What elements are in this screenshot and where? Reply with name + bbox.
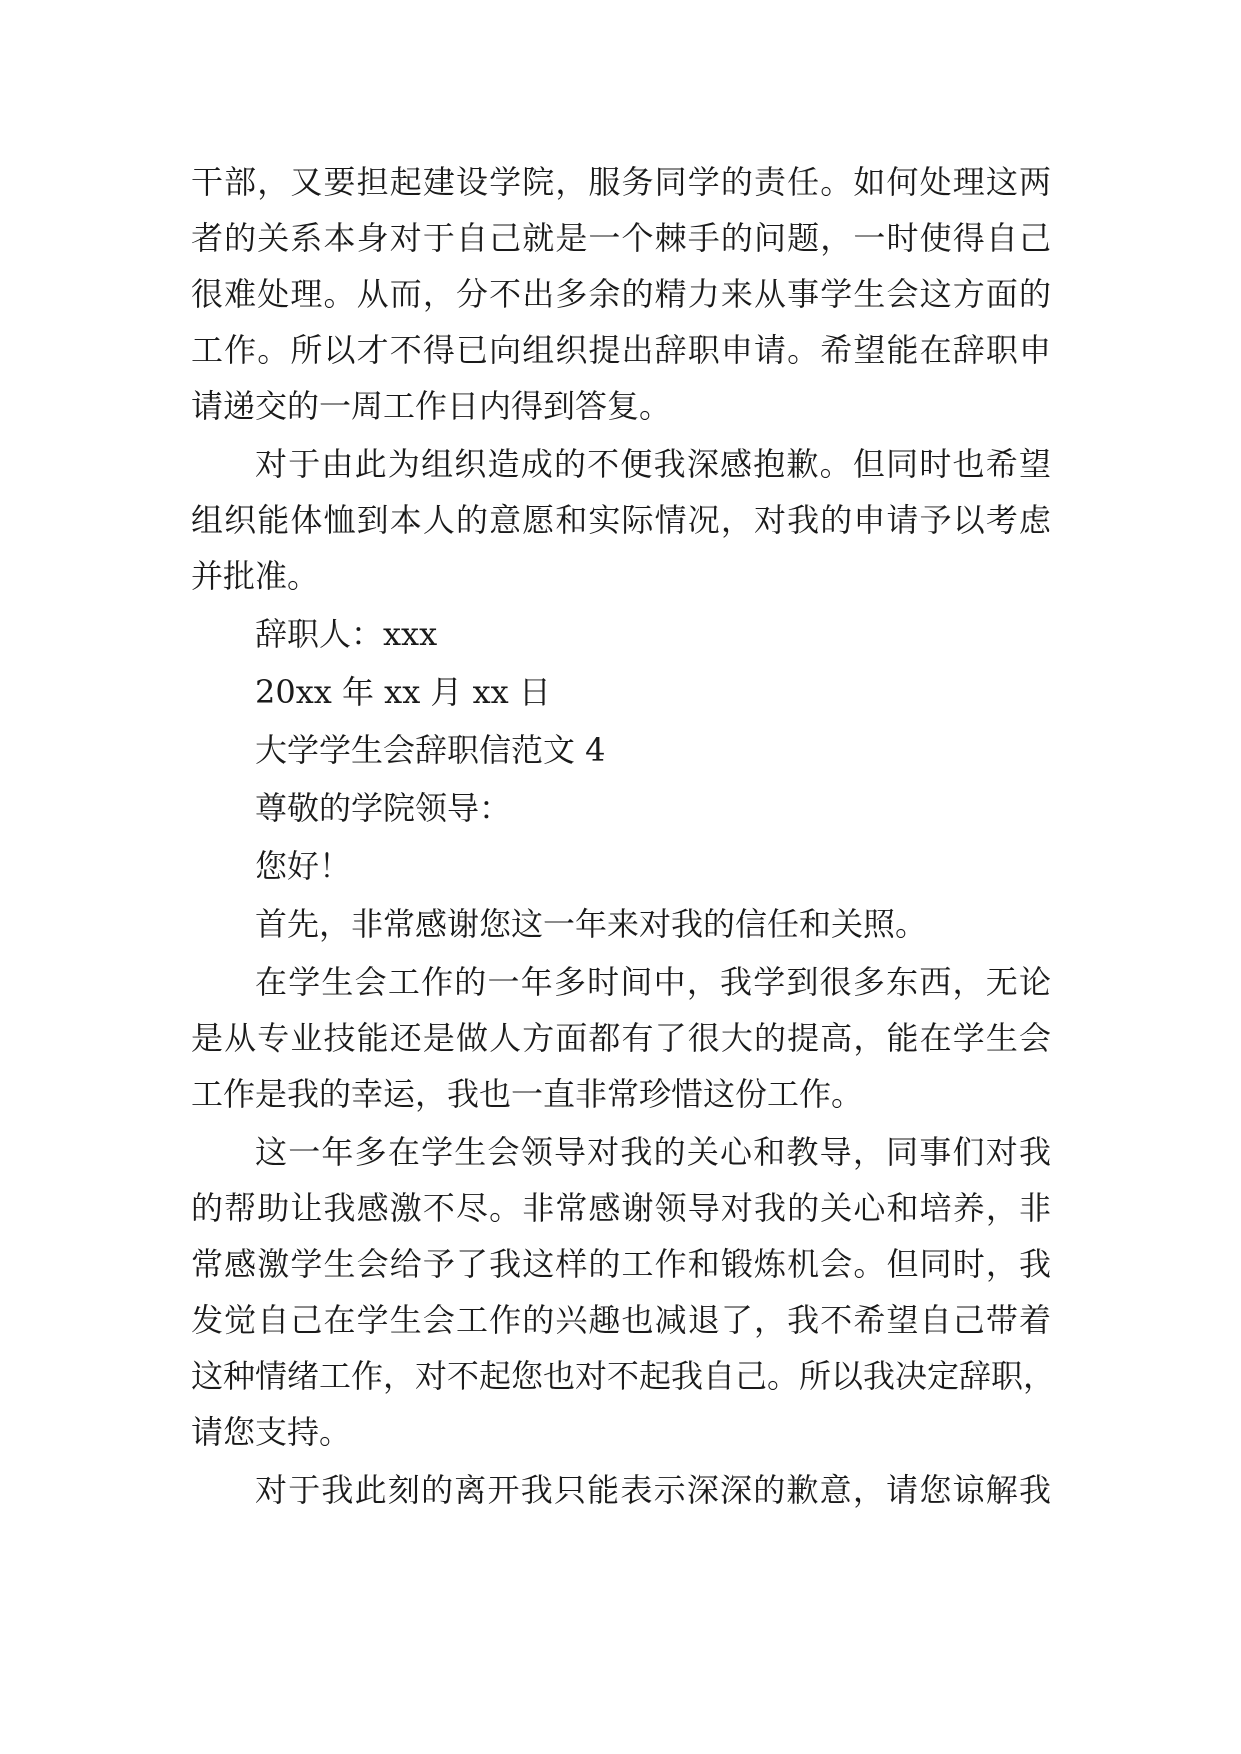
paragraph-line: 工作。所以才不得已向组织提出辞职申请。希望能在辞职申	[191, 331, 1051, 369]
paragraph-line: 这一年多在学生会领导对我的关心和教导，同事们对我	[255, 1133, 1051, 1171]
date-line: 20xx 年 xx 月 xx 日	[255, 673, 551, 711]
paragraph-line: 请递交的一周工作日内得到答复。	[191, 387, 672, 425]
paragraph-line: 这种情绪工作，对不起您也对不起我自己。所以我决定辞职，	[191, 1357, 1056, 1395]
greeting: 您好！	[255, 847, 352, 885]
paragraph-line: 组织能体恤到本人的意愿和实际情况，对我的申请予以考虑	[191, 501, 1051, 539]
paragraph-line: 是从专业技能还是做人方面都有了很大的提高，能在学生会	[191, 1019, 1051, 1057]
section-title: 大学学生会辞职信范文 4	[255, 731, 606, 769]
paragraph-line: 工作是我的幸运，我也一直非常珍惜这份工作。	[191, 1075, 864, 1113]
paragraph-line: 很难处理。从而，分不出多余的精力来从事学生会这方面的	[191, 275, 1051, 313]
paragraph-line: 对于由此为组织造成的不便我深感抱歉。但同时也希望	[255, 445, 1051, 483]
paragraph-line: 干部，又要担起建设学院，服务同学的责任。如何处理这两	[191, 163, 1051, 201]
paragraph-line: 者的关系本身对于自己就是一个棘手的问题，一时使得自己	[191, 219, 1051, 257]
paragraph-line: 并批准。	[191, 557, 320, 595]
paragraph-line: 首先，非常感谢您这一年来对我的信任和关照。	[255, 905, 928, 943]
paragraph-line: 常感激学生会给予了我这样的工作和锻炼机会。但同时，我	[191, 1245, 1051, 1283]
paragraph-line: 发觉自己在学生会工作的兴趣也减退了，我不希望自己带着	[191, 1301, 1051, 1339]
resigner-line: 辞职人：xxx	[255, 615, 438, 653]
paragraph-line: 请您支持。	[191, 1413, 352, 1451]
paragraph-line: 在学生会工作的一年多时间中，我学到很多东西，无论	[255, 963, 1051, 1001]
paragraph-line: 的帮助让我感激不尽。非常感谢领导对我的关心和培养，非	[191, 1189, 1051, 1227]
salutation: 尊敬的学院领导：	[255, 789, 512, 827]
paragraph-line: 对于我此刻的离开我只能表示深深的歉意，请您谅解我	[255, 1471, 1051, 1509]
